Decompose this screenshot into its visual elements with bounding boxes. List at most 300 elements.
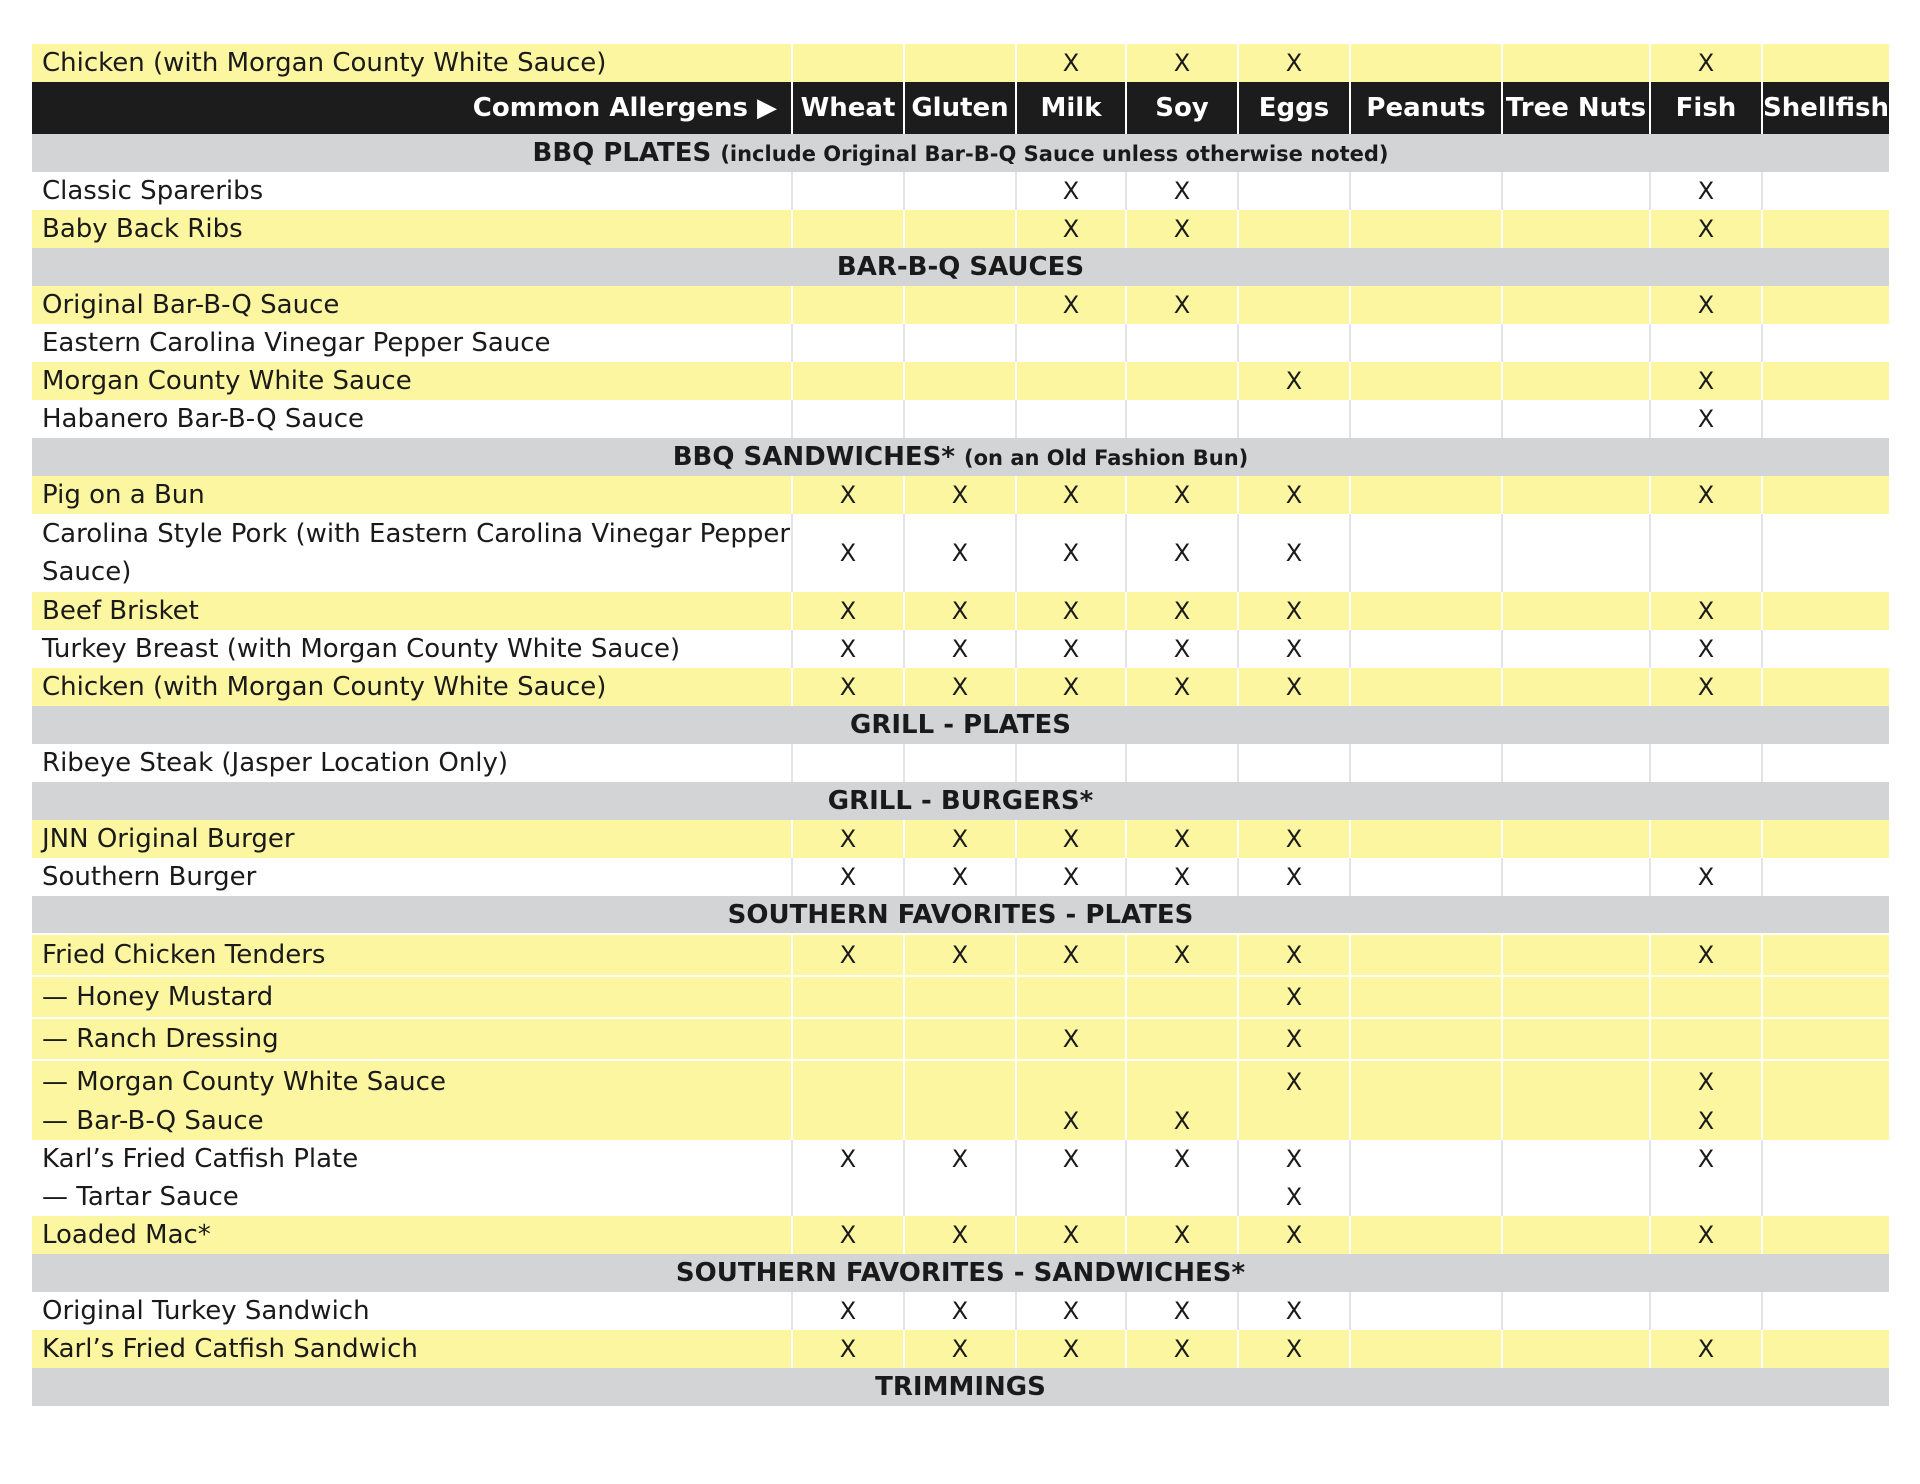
allergen-cell-peanuts xyxy=(1350,514,1502,592)
allergen-cell-peanuts xyxy=(1350,476,1502,514)
allergen-cell-milk xyxy=(1016,1178,1126,1216)
allergen-cell-fish: X xyxy=(1650,1216,1762,1254)
allergen-cell-peanuts xyxy=(1350,820,1502,858)
allergen-cell-tree-nuts xyxy=(1502,514,1650,592)
menu-item-row xyxy=(32,400,1890,438)
allergen-cell-soy: X xyxy=(1126,476,1238,514)
allergen-cell-soy xyxy=(1126,976,1238,1018)
allergen-cell-tree-nuts xyxy=(1502,1178,1650,1216)
allergen-header-row xyxy=(32,82,1890,134)
allergen-cell-fish xyxy=(1650,820,1762,858)
allergen-cell-gluten xyxy=(904,1060,1016,1102)
allergen-cell-eggs: X xyxy=(1238,514,1350,592)
allergen-cell-shellfish xyxy=(1762,514,1890,592)
menu-item-row xyxy=(32,934,1890,976)
section-title-cell xyxy=(32,134,1890,172)
allergen-cell-tree-nuts xyxy=(1502,286,1650,324)
allergen-cell-tree-nuts xyxy=(1502,668,1650,706)
allergen-cell-milk xyxy=(1016,400,1126,438)
allergen-cell-gluten: X xyxy=(904,476,1016,514)
allergen-cell-shellfish xyxy=(1762,744,1890,782)
section-title-cell xyxy=(32,248,1890,286)
allergen-cell-gluten xyxy=(904,286,1016,324)
allergen-cell-eggs xyxy=(1238,744,1350,782)
allergen-cell-tree-nuts xyxy=(1502,1330,1650,1368)
section-title: BBQ PLATES xyxy=(532,138,712,168)
allergen-cell-milk: X xyxy=(1016,210,1126,248)
allergen-cell-milk: X xyxy=(1016,476,1126,514)
menu-item-name: Karl’s Fried Catfish Plate xyxy=(32,1140,792,1178)
allergen-cell-peanuts xyxy=(1350,1178,1502,1216)
menu-item-row xyxy=(32,1330,1890,1368)
allergen-cell-wheat xyxy=(792,1060,904,1102)
section-title-cell xyxy=(32,1254,1890,1292)
allergen-cell-wheat xyxy=(792,976,904,1018)
column-header-gluten: Gluten xyxy=(904,82,1016,134)
section-header xyxy=(32,896,1890,934)
column-header-wheat: Wheat xyxy=(792,82,904,134)
menu-item-name: Original Turkey Sandwich xyxy=(32,1292,792,1330)
allergen-cell-fish xyxy=(1650,514,1762,592)
menu-item-name: Classic Spareribs xyxy=(32,172,792,210)
allergen-cell-shellfish xyxy=(1762,934,1890,976)
menu-item-name: Eastern Carolina Vinegar Pepper Sauce xyxy=(32,324,792,362)
allergen-cell-shellfish xyxy=(1762,362,1890,400)
allergen-cell-shellfish xyxy=(1762,1018,1890,1060)
menu-item-row xyxy=(32,592,1890,630)
allergen-cell-fish: X xyxy=(1650,172,1762,210)
allergen-cell-eggs xyxy=(1238,1102,1350,1140)
allergen-cell-wheat xyxy=(792,1102,904,1140)
allergen-cell-peanuts xyxy=(1350,286,1502,324)
menu-item-name: Southern Burger xyxy=(32,858,792,896)
allergen-cell-tree-nuts xyxy=(1502,630,1650,668)
allergen-cell-milk: X xyxy=(1016,592,1126,630)
allergen-cell-soy: X xyxy=(1126,1140,1238,1178)
allergen-cell-eggs: X xyxy=(1238,1140,1350,1178)
menu-item-row xyxy=(32,210,1890,248)
allergen-cell-shellfish xyxy=(1762,286,1890,324)
allergen-cell-fish xyxy=(1650,324,1762,362)
allergen-cell-soy: X xyxy=(1126,1216,1238,1254)
allergen-cell-soy xyxy=(1126,744,1238,782)
allergen-cell-eggs: X xyxy=(1238,1216,1350,1254)
allergen-cell-eggs: X xyxy=(1238,934,1350,976)
allergen-cell-tree-nuts xyxy=(1502,1292,1650,1330)
allergen-cell-wheat: X xyxy=(792,476,904,514)
allergen-cell-gluten: X xyxy=(904,592,1016,630)
allergen-cell-peanuts xyxy=(1350,668,1502,706)
allergen-cell-gluten xyxy=(904,400,1016,438)
menu-item-row xyxy=(32,668,1890,706)
allergen-cell-soy xyxy=(1126,1178,1238,1216)
allergen-cell-fish: X xyxy=(1650,630,1762,668)
allergen-cell-peanuts xyxy=(1350,592,1502,630)
column-header-eggs: Eggs xyxy=(1238,82,1350,134)
allergen-cell-peanuts xyxy=(1350,44,1502,82)
section-title: SOUTHERN FAVORITES - SANDWICHES* xyxy=(675,1258,1246,1288)
allergen-cell-milk: X xyxy=(1016,820,1126,858)
menu-item-row xyxy=(32,976,1890,1018)
allergen-cell-milk: X xyxy=(1016,514,1126,592)
menu-item-row xyxy=(32,1292,1890,1330)
allergen-cell-fish: X xyxy=(1650,668,1762,706)
allergen-cell-eggs: X xyxy=(1238,1330,1350,1368)
allergen-cell-shellfish xyxy=(1762,1178,1890,1216)
allergen-cell-milk: X xyxy=(1016,1292,1126,1330)
allergen-cell-wheat: X xyxy=(792,1330,904,1368)
allergen-cell-soy: X xyxy=(1126,934,1238,976)
allergen-cell-gluten: X xyxy=(904,858,1016,896)
allergen-cell-shellfish xyxy=(1762,324,1890,362)
allergen-cell-wheat xyxy=(792,44,904,82)
allergen-cell-tree-nuts xyxy=(1502,1216,1650,1254)
allergen-cell-tree-nuts xyxy=(1502,858,1650,896)
allergen-cell-fish: X xyxy=(1650,286,1762,324)
allergen-cell-fish xyxy=(1650,744,1762,782)
allergen-cell-peanuts xyxy=(1350,362,1502,400)
menu-item-name: — Bar-B-Q Sauce xyxy=(32,1102,792,1140)
allergen-cell-fish: X xyxy=(1650,476,1762,514)
allergen-table xyxy=(32,44,1891,1406)
allergen-cell-eggs: X xyxy=(1238,820,1350,858)
allergen-cell-soy: X xyxy=(1126,1102,1238,1140)
allergen-cell-gluten: X xyxy=(904,668,1016,706)
menu-item-name: Habanero Bar-B-Q Sauce xyxy=(32,400,792,438)
allergen-cell-tree-nuts xyxy=(1502,44,1650,82)
allergen-cell-tree-nuts xyxy=(1502,1018,1650,1060)
allergen-cell-wheat xyxy=(792,744,904,782)
allergen-cell-peanuts xyxy=(1350,1102,1502,1140)
menu-item-row xyxy=(32,476,1890,514)
allergen-cell-soy: X xyxy=(1126,286,1238,324)
allergen-cell-wheat xyxy=(792,400,904,438)
section-header xyxy=(32,438,1890,476)
allergen-cell-soy xyxy=(1126,1018,1238,1060)
allergen-table-body xyxy=(32,44,1890,1406)
allergen-cell-eggs: X xyxy=(1238,592,1350,630)
allergen-cell-gluten xyxy=(904,324,1016,362)
menu-item-name: Karl’s Fried Catfish Sandwich xyxy=(32,1330,792,1368)
allergen-cell-soy: X xyxy=(1126,820,1238,858)
allergen-cell-tree-nuts xyxy=(1502,210,1650,248)
allergen-cell-shellfish xyxy=(1762,858,1890,896)
allergen-cell-gluten xyxy=(904,362,1016,400)
allergen-cell-wheat: X xyxy=(792,1292,904,1330)
allergen-cell-wheat xyxy=(792,172,904,210)
allergen-cell-peanuts xyxy=(1350,630,1502,668)
allergen-cell-fish xyxy=(1650,1018,1762,1060)
column-header-soy: Soy xyxy=(1126,82,1238,134)
menu-item-row xyxy=(32,362,1890,400)
allergen-cell-milk xyxy=(1016,976,1126,1018)
allergen-cell-milk: X xyxy=(1016,1330,1126,1368)
section-title: GRILL - PLATES xyxy=(849,710,1071,740)
allergen-cell-gluten xyxy=(904,1102,1016,1140)
section-header xyxy=(32,1368,1890,1406)
allergen-cell-gluten xyxy=(904,210,1016,248)
allergen-cell-fish xyxy=(1650,1292,1762,1330)
allergen-cell-tree-nuts xyxy=(1502,324,1650,362)
allergen-cell-shellfish xyxy=(1762,172,1890,210)
allergen-cell-gluten xyxy=(904,172,1016,210)
allergen-cell-wheat xyxy=(792,324,904,362)
menu-item-name: Ribeye Steak (Jasper Location Only) xyxy=(32,744,792,782)
section-title: BAR-B-Q SAUCES xyxy=(836,252,1085,282)
allergen-cell-wheat xyxy=(792,1178,904,1216)
allergen-cell-milk: X xyxy=(1016,172,1126,210)
allergen-cell-peanuts xyxy=(1350,858,1502,896)
allergen-cell-tree-nuts xyxy=(1502,976,1650,1018)
allergen-cell-peanuts xyxy=(1350,744,1502,782)
section-header xyxy=(32,782,1890,820)
allergen-cell-peanuts xyxy=(1350,1292,1502,1330)
menu-item-row xyxy=(32,1216,1890,1254)
menu-item-row xyxy=(32,44,1890,82)
allergen-cell-tree-nuts xyxy=(1502,172,1650,210)
allergen-cell-shellfish xyxy=(1762,1292,1890,1330)
allergen-cell-eggs xyxy=(1238,400,1350,438)
allergen-cell-gluten: X xyxy=(904,1216,1016,1254)
allergen-cell-eggs xyxy=(1238,172,1350,210)
section-title: GRILL - BURGERS* xyxy=(827,786,1094,816)
allergen-cell-soy: X xyxy=(1126,210,1238,248)
allergen-cell-wheat xyxy=(792,210,904,248)
allergen-cell-milk: X xyxy=(1016,668,1126,706)
menu-item-name: — Honey Mustard xyxy=(32,976,792,1018)
allergen-cell-soy xyxy=(1126,362,1238,400)
allergen-cell-shellfish xyxy=(1762,668,1890,706)
allergen-cell-soy xyxy=(1126,400,1238,438)
allergen-cell-peanuts xyxy=(1350,172,1502,210)
allergen-cell-gluten xyxy=(904,1018,1016,1060)
allergen-cell-fish xyxy=(1650,1178,1762,1216)
column-header-fish: Fish xyxy=(1650,82,1762,134)
allergen-cell-fish: X xyxy=(1650,1140,1762,1178)
menu-item-name: Loaded Mac* xyxy=(32,1216,792,1254)
allergen-cell-gluten: X xyxy=(904,514,1016,592)
allergen-cell-gluten: X xyxy=(904,1330,1016,1368)
allergen-cell-peanuts xyxy=(1350,400,1502,438)
allergen-cell-eggs: X xyxy=(1238,44,1350,82)
allergen-cell-tree-nuts xyxy=(1502,400,1650,438)
allergen-cell-tree-nuts xyxy=(1502,1102,1650,1140)
allergen-cell-soy: X xyxy=(1126,668,1238,706)
allergen-chart xyxy=(32,44,1890,1406)
allergen-cell-wheat: X xyxy=(792,858,904,896)
allergen-cell-eggs: X xyxy=(1238,976,1350,1018)
menu-item-row xyxy=(32,744,1890,782)
section-title-cell xyxy=(32,896,1890,934)
menu-item-name: — Tartar Sauce xyxy=(32,1178,792,1216)
allergen-cell-peanuts xyxy=(1350,1018,1502,1060)
allergen-cell-shellfish xyxy=(1762,630,1890,668)
allergen-cell-wheat: X xyxy=(792,668,904,706)
allergen-cell-soy xyxy=(1126,324,1238,362)
allergen-cell-milk xyxy=(1016,324,1126,362)
menu-item-name: Chicken (with Morgan County White Sauce) xyxy=(32,668,792,706)
allergen-cell-milk: X xyxy=(1016,1102,1126,1140)
column-header-tree-nuts: Tree Nuts xyxy=(1502,82,1650,134)
menu-item-name: Baby Back Ribs xyxy=(32,210,792,248)
menu-item-name: Chicken (with Morgan County White Sauce) xyxy=(32,44,792,82)
allergen-cell-eggs: X xyxy=(1238,1018,1350,1060)
allergen-cell-gluten xyxy=(904,1178,1016,1216)
allergen-cell-peanuts xyxy=(1350,1060,1502,1102)
allergen-cell-gluten xyxy=(904,44,1016,82)
allergen-cell-wheat xyxy=(792,1018,904,1060)
section-note: (on an Old Fashion Bun) xyxy=(964,446,1249,470)
allergen-cell-tree-nuts xyxy=(1502,1140,1650,1178)
allergen-cell-milk: X xyxy=(1016,1018,1126,1060)
menu-item-row xyxy=(32,1060,1890,1102)
allergen-cell-eggs: X xyxy=(1238,476,1350,514)
allergen-cell-wheat: X xyxy=(792,1140,904,1178)
allergen-cell-milk: X xyxy=(1016,286,1126,324)
menu-item-name: Fried Chicken Tenders xyxy=(32,934,792,976)
allergen-cell-soy: X xyxy=(1126,514,1238,592)
allergen-cell-wheat: X xyxy=(792,934,904,976)
allergen-cell-milk: X xyxy=(1016,1140,1126,1178)
allergen-cell-milk: X xyxy=(1016,630,1126,668)
allergen-cell-milk: X xyxy=(1016,934,1126,976)
menu-item-row xyxy=(32,324,1890,362)
allergen-cell-fish: X xyxy=(1650,1330,1762,1368)
allergen-cell-eggs: X xyxy=(1238,1060,1350,1102)
menu-item-name: — Ranch Dressing xyxy=(32,1018,792,1060)
allergen-cell-fish: X xyxy=(1650,44,1762,82)
allergen-cell-shellfish xyxy=(1762,1102,1890,1140)
allergen-cell-fish: X xyxy=(1650,210,1762,248)
allergen-cell-peanuts xyxy=(1350,324,1502,362)
allergen-cell-fish: X xyxy=(1650,858,1762,896)
menu-item-row xyxy=(32,514,1890,592)
allergen-cell-eggs xyxy=(1238,286,1350,324)
allergen-cell-shellfish xyxy=(1762,592,1890,630)
column-header-shellfish: Shellfish xyxy=(1762,82,1890,134)
section-title-cell xyxy=(32,782,1890,820)
section-header xyxy=(32,134,1890,172)
allergen-cell-eggs: X xyxy=(1238,858,1350,896)
allergen-cell-tree-nuts xyxy=(1502,820,1650,858)
allergen-cell-milk: X xyxy=(1016,1216,1126,1254)
allergen-cell-milk xyxy=(1016,362,1126,400)
menu-item-name: Original Bar-B-Q Sauce xyxy=(32,286,792,324)
allergen-cell-tree-nuts xyxy=(1502,476,1650,514)
allergen-cell-peanuts xyxy=(1350,1216,1502,1254)
allergen-cell-milk xyxy=(1016,1060,1126,1102)
menu-item-name: Pig on a Bun xyxy=(32,476,792,514)
section-note: (include Original Bar-B-Q Sauce unless otherwise noted) xyxy=(720,142,1389,166)
allergen-cell-fish: X xyxy=(1650,1102,1762,1140)
menu-item-row xyxy=(32,1102,1890,1140)
allergen-cell-milk: X xyxy=(1016,44,1126,82)
allergen-cell-shellfish xyxy=(1762,44,1890,82)
allergen-cell-eggs xyxy=(1238,324,1350,362)
allergen-cell-gluten xyxy=(904,744,1016,782)
allergen-cell-tree-nuts xyxy=(1502,934,1650,976)
allergen-cell-peanuts xyxy=(1350,934,1502,976)
section-title-cell xyxy=(32,1368,1890,1406)
allergen-cell-fish: X xyxy=(1650,400,1762,438)
allergen-cell-soy: X xyxy=(1126,172,1238,210)
allergen-cell-eggs: X xyxy=(1238,668,1350,706)
section-title: BBQ SANDWICHES* xyxy=(672,442,955,472)
allergen-cell-eggs: X xyxy=(1238,362,1350,400)
menu-item-name: Carolina Style Pork (with Eastern Carolina Vinegar Pepper Sauce) xyxy=(32,514,792,592)
allergen-cell-fish xyxy=(1650,976,1762,1018)
menu-item-row xyxy=(32,858,1890,896)
allergen-cell-peanuts xyxy=(1350,1330,1502,1368)
allergens-label: Common Allergens ▶ xyxy=(32,82,792,134)
menu-item-name: JNN Original Burger xyxy=(32,820,792,858)
allergen-cell-eggs: X xyxy=(1238,1292,1350,1330)
allergen-cell-wheat: X xyxy=(792,514,904,592)
allergen-cell-wheat xyxy=(792,286,904,324)
allergen-cell-gluten: X xyxy=(904,1140,1016,1178)
allergen-cell-eggs: X xyxy=(1238,630,1350,668)
allergen-cell-eggs xyxy=(1238,210,1350,248)
allergen-cell-wheat: X xyxy=(792,592,904,630)
section-title-cell xyxy=(32,438,1890,476)
allergen-cell-fish: X xyxy=(1650,362,1762,400)
allergen-cell-shellfish xyxy=(1762,976,1890,1018)
allergen-cell-gluten xyxy=(904,976,1016,1018)
section-title: TRIMMINGS xyxy=(875,1372,1046,1402)
allergen-cell-soy: X xyxy=(1126,1330,1238,1368)
allergen-cell-soy: X xyxy=(1126,592,1238,630)
allergen-cell-wheat xyxy=(792,362,904,400)
allergen-cell-peanuts xyxy=(1350,1140,1502,1178)
allergen-cell-shellfish xyxy=(1762,400,1890,438)
section-header xyxy=(32,248,1890,286)
allergen-cell-soy: X xyxy=(1126,858,1238,896)
allergen-cell-fish: X xyxy=(1650,1060,1762,1102)
menu-item-name: Morgan County White Sauce xyxy=(32,362,792,400)
menu-item-row xyxy=(32,630,1890,668)
allergen-cell-soy: X xyxy=(1126,1292,1238,1330)
menu-item-row xyxy=(32,1178,1890,1216)
section-title: SOUTHERN FAVORITES - PLATES xyxy=(727,899,1194,930)
allergen-cell-wheat: X xyxy=(792,1216,904,1254)
allergen-cell-tree-nuts xyxy=(1502,592,1650,630)
menu-item-name: Beef Brisket xyxy=(32,592,792,630)
menu-item-row xyxy=(32,820,1890,858)
allergen-cell-eggs: X xyxy=(1238,1178,1350,1216)
allergen-cell-tree-nuts xyxy=(1502,1060,1650,1102)
allergen-cell-wheat: X xyxy=(792,820,904,858)
column-header-peanuts: Peanuts xyxy=(1350,82,1502,134)
allergen-cell-gluten: X xyxy=(904,820,1016,858)
allergen-cell-shellfish xyxy=(1762,1140,1890,1178)
allergen-cell-gluten: X xyxy=(904,630,1016,668)
allergen-cell-shellfish xyxy=(1762,476,1890,514)
menu-item-row xyxy=(32,1140,1890,1178)
allergen-cell-shellfish xyxy=(1762,1330,1890,1368)
menu-item-name: Turkey Breast (with Morgan County White Sauce) xyxy=(32,630,792,668)
allergen-cell-soy: X xyxy=(1126,44,1238,82)
allergen-cell-peanuts xyxy=(1350,210,1502,248)
menu-item-row xyxy=(32,1018,1890,1060)
allergen-cell-soy: X xyxy=(1126,630,1238,668)
menu-item-row xyxy=(32,286,1890,324)
menu-item-row xyxy=(32,172,1890,210)
allergen-cell-shellfish xyxy=(1762,1216,1890,1254)
allergen-cell-shellfish xyxy=(1762,1060,1890,1102)
section-header xyxy=(32,706,1890,744)
allergen-cell-peanuts xyxy=(1350,976,1502,1018)
section-title-cell xyxy=(32,706,1890,744)
